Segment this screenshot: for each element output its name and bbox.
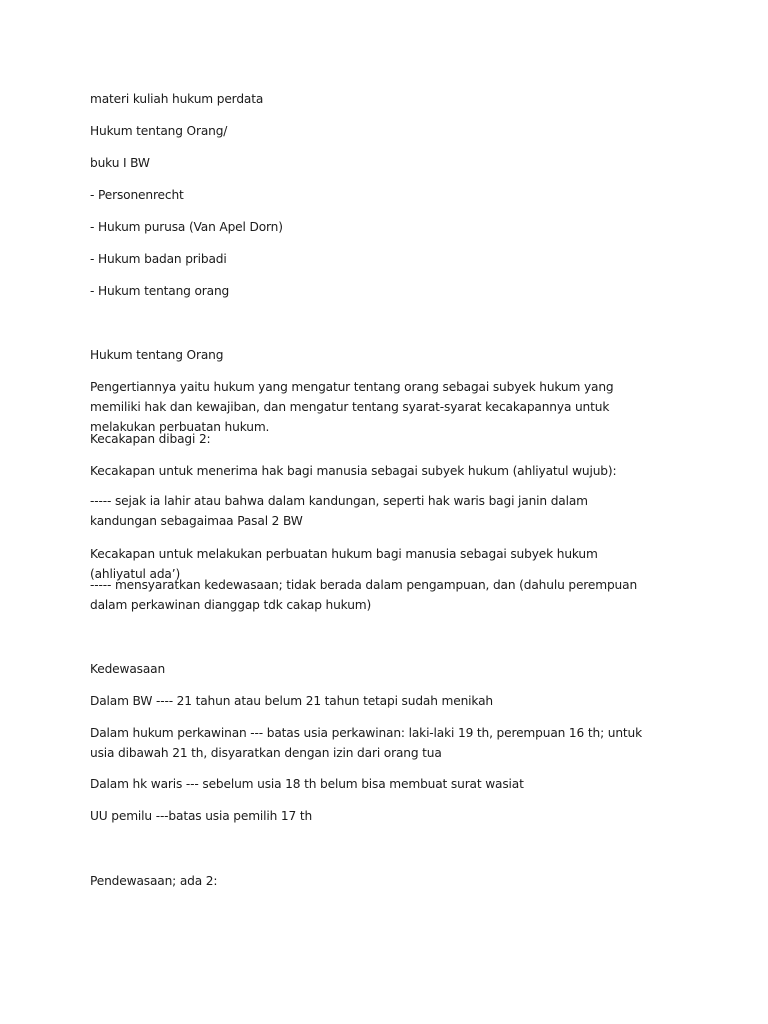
paragraph: ----- sejak ia lahir atau bahwa dalam kandungan, seperti hak waris bagi janin dalam kandungan sebagaimaa Pasal 2 BW [90, 494, 588, 528]
paragraph: Kecakapan dibagi 2: [90, 432, 211, 446]
paragraph: UU pemilu ---batas usia pemilih 17 th [90, 809, 313, 823]
doc-title: materi kuliah hukum perdata [90, 92, 264, 106]
paragraph: Kecakapan untuk melakukan perbuatan hukum bagi manusia sebagai subyek hukum (ahliyatul ada’) [90, 547, 598, 581]
section-heading: Hukum tentang Orang [90, 348, 224, 362]
paragraph: Dalam hukum perkawinan --- batas usia perkawinan: laki-laki 19 th, perempuan 16 th; untuk usia dibawah 21 th, disyaratkan dengan izin dari orang tua [90, 726, 643, 760]
section-heading: Hukum tentang Orang/ [90, 124, 228, 138]
paragraph: Pengertiannya yaitu hukum yang mengatur tentang orang sebagai subyek hukum yang memiliki hak dan kewajiban, dan mengatur tentang syarat-syarat kecakapannya untuk melakukan perbuatan hukum. [90, 380, 614, 434]
list-item: - Personenrecht [90, 188, 184, 202]
paragraph: ----- mensyaratkan kedewasaan; tidak berada dalam pengampuan, dan (dahulu perempuan dalam perkawinan dianggap tdk cakap hukum) [90, 578, 638, 612]
section-heading: Pendewasaan; ada 2: [90, 874, 218, 888]
paragraph: Kecakapan untuk menerima hak bagi manusia sebagai subyek hukum (ahliyatul wujub): [90, 464, 617, 478]
text-line: buku I BW [90, 156, 150, 170]
section-heading: Kedewasaan [90, 662, 166, 676]
paragraph: Dalam BW ---- 21 tahun atau belum 21 tahun tetapi sudah menikah [90, 694, 493, 708]
list-item: - Hukum purusa (Van Apel Dorn) [90, 220, 283, 234]
list-item: - Hukum badan pribadi [90, 252, 227, 266]
paragraph: Dalam hk waris --- sebelum usia 18 th belum bisa membuat surat wasiat [90, 777, 524, 791]
list-item: - Hukum tentang orang [90, 284, 230, 298]
